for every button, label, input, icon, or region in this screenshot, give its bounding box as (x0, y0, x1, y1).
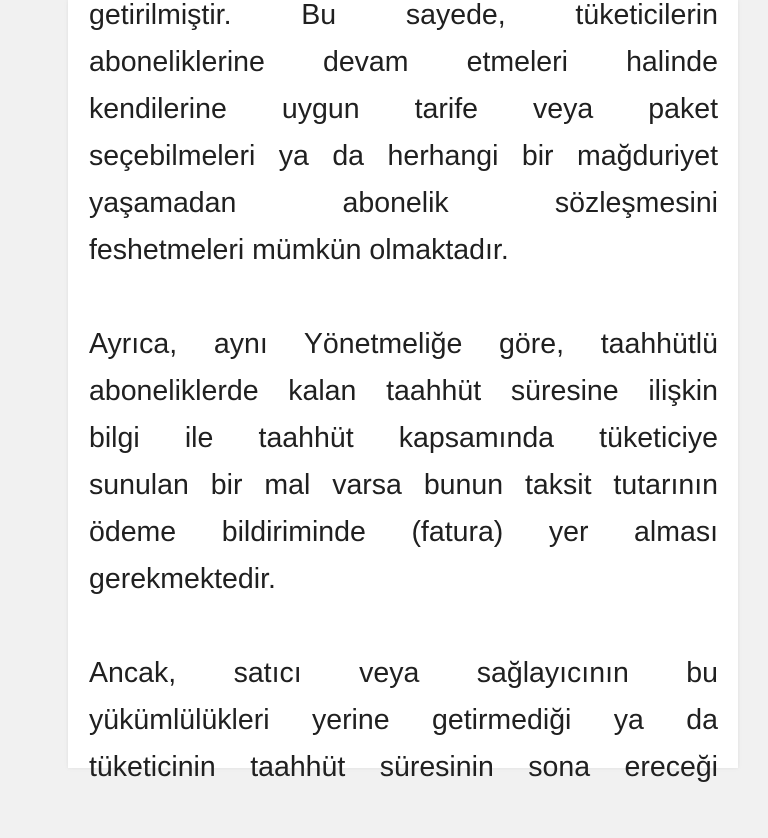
paragraph-2 (89, 321, 718, 603)
text-line: kendilerine uygun tarife veya paket (89, 93, 718, 125)
text-line: tüketicinin taahhüt süresinin sona ereceği (89, 751, 718, 783)
text-line: Ancak, satıcı veya sağlayıcının bu (89, 657, 718, 689)
text-line: sunulan bir mal varsa bunun taksit tutarının (89, 469, 718, 501)
text-line: yaşamadan abonelik sözleşmesini (89, 187, 718, 219)
text-line: gerekmektedir. (89, 563, 276, 595)
text-line: aboneliklerde kalan taahhüt süresine ilişkin (89, 375, 718, 407)
text-line: ödeme bildiriminde (fatura) yer alması (89, 516, 718, 548)
document-card (68, 0, 738, 783)
text-line: feshetmeleri mümkün olmaktadır. (89, 234, 509, 266)
paragraph-1 (89, 0, 718, 274)
text-line: getirilmiştir. Bu sayede, tüketicilerin (89, 0, 718, 31)
text-line: seçebilmeleri ya da herhangi bir mağduriyet (89, 140, 718, 172)
article-body (89, 0, 718, 838)
paragraph-3 (89, 650, 718, 791)
text-line: aboneliklerine devam etmeleri halinde (89, 46, 718, 78)
text-line: bilgi ile taahhüt kapsamında tüketiciye (89, 422, 718, 454)
text-line: yükümlülükleri yerine getirmediği ya da (89, 704, 718, 736)
text-line: Ayrıca, aynı Yönetmeliğe göre, taahhütlü (89, 328, 718, 360)
